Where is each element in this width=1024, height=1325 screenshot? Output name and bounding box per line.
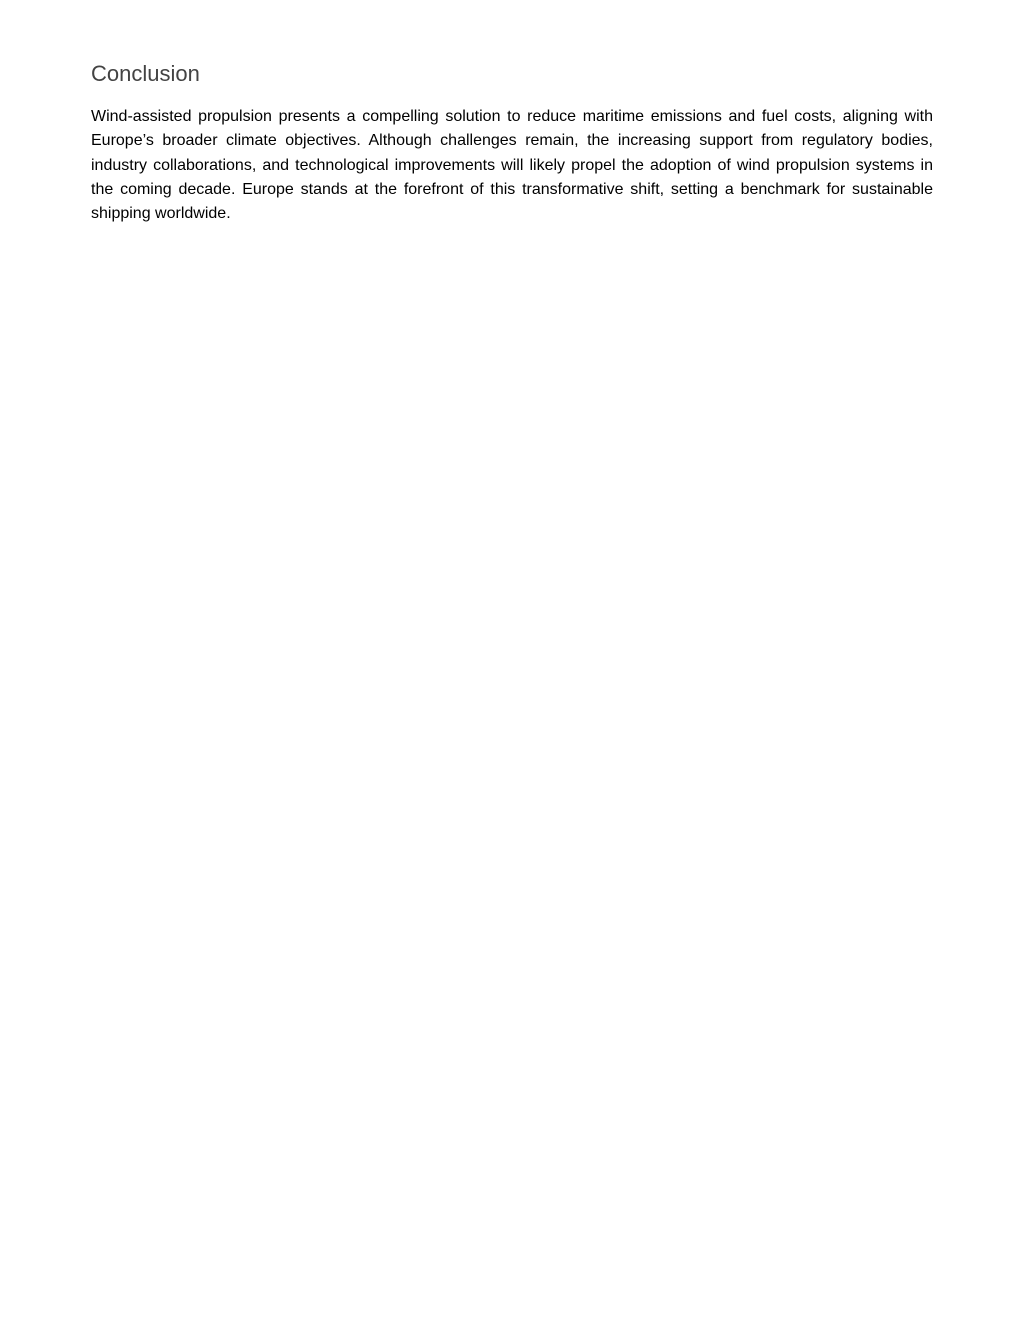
- section-heading: Conclusion: [91, 61, 200, 86]
- document-content: [91, 58, 933, 226]
- conclusion-paragraph: Wind-assisted propulsion presents a compelling solution to reduce maritime emissions and fuel costs, aligning with Europe’s broader climate objectives. Although challenges remain, the increasing support from regulatory bodies, industry collaborations, and technological improvements will likely propel the adoption of wind propulsion systems in the coming decade. Europe stands at the forefront of this transformative shift, setting a benchmark for sustainable shipping worldwide.: [91, 108, 933, 223]
